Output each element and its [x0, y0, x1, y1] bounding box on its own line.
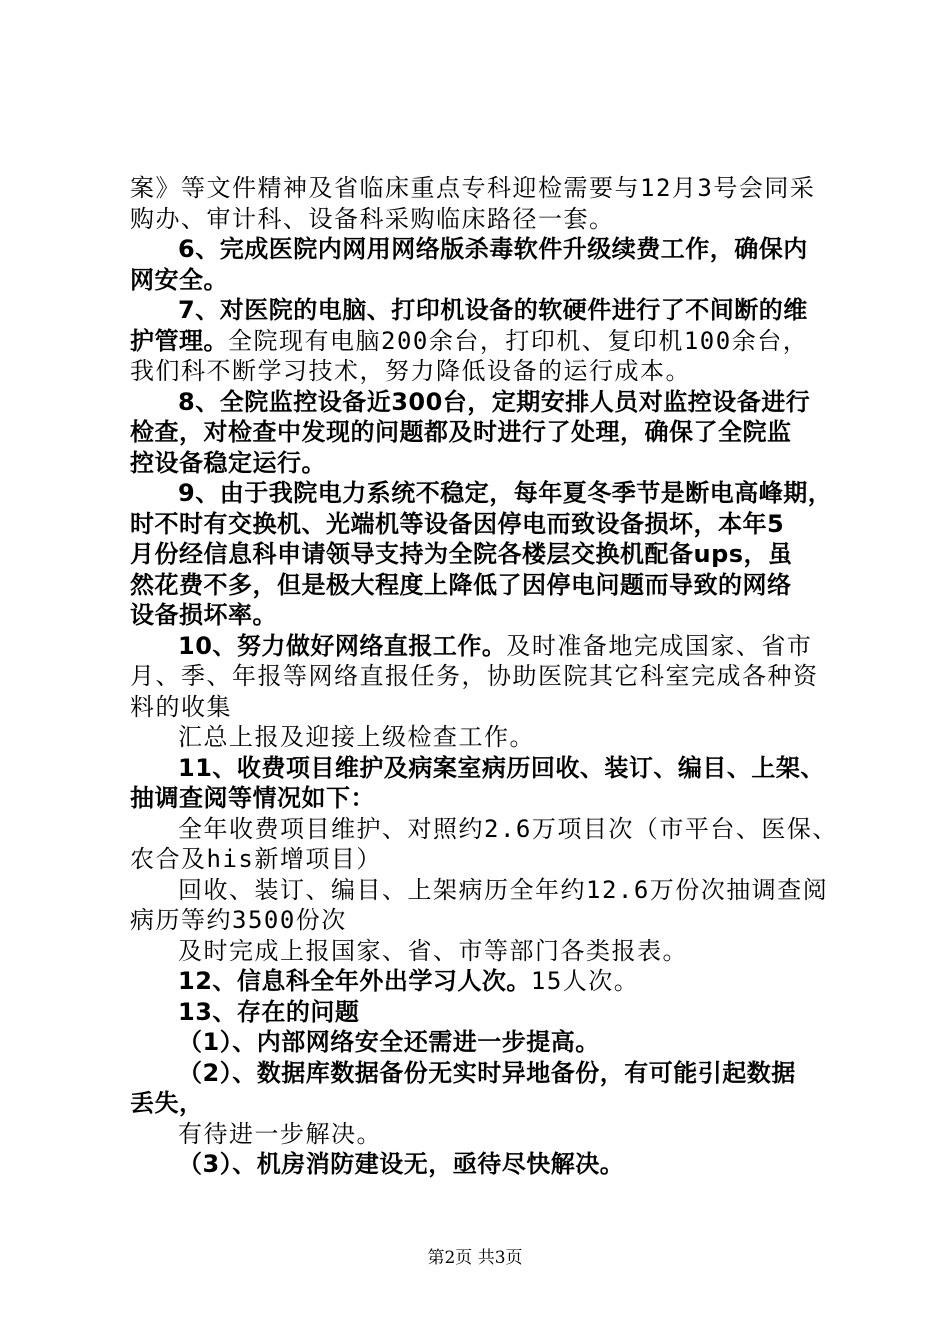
document-body: [130, 173, 850, 1180]
line-regular-segment: 全院现有电脑200余台，打印机、复印机100余台，: [228, 326, 809, 355]
paragraph-line: （3）、机房消防建设无，亟待尽快解决。: [178, 1150, 625, 1178]
paragraph-line: 月、季、年报等网络直报任务，协助医院其它科室完成各种资: [130, 662, 819, 690]
paragraph-line: 回收、装订、编目、上架病历全年约12.6万份次抽调查阅: [178, 875, 829, 904]
paragraph-line: 设备损坏率。: [130, 601, 277, 629]
paragraph-line: （1）、内部网络安全还需进一步提高。: [178, 1028, 600, 1056]
paragraph-line: 病历等约3500份次: [130, 906, 347, 934]
paragraph-line: （2）、数据库数据备份无实时异地备份，有可能引起数据: [178, 1058, 796, 1087]
paragraph-line: 抽调查阅等情况如下：: [130, 784, 375, 812]
paragraph-line: 农合及his新增项目）: [130, 845, 382, 873]
paragraph-line: 13、存在的问题: [178, 997, 360, 1026]
paragraph-line: [130, 966, 850, 997]
page-footer: 第2页 共3页: [427, 1248, 523, 1268]
line-regular-segment: 及时准备地完成国家、省市: [506, 631, 813, 660]
paragraph-line: 丢失，: [130, 1089, 204, 1117]
paragraph-line: [130, 326, 850, 357]
paragraph-line: 案》等文件精神及省临床重点专科迎检需要与12月3号会同采: [130, 174, 816, 202]
paragraph-line: 11、收费项目维护及病案室病历回收、装订、编目、上架、: [178, 753, 825, 782]
paragraph-line: 然花费不多，但是极大程度上降低了因停电问题而导致的网络: [130, 570, 792, 599]
line-bold-segment: 护管理。: [130, 326, 228, 355]
paragraph-line: 9、由于我院电力系统不稳定，每年夏冬季节是断电高峰期，: [178, 479, 833, 507]
paragraph-line: 及时完成上报国家、省、市等部门各类报表。: [178, 936, 688, 965]
paragraph-line: 月份经信息科申请领导支持为全院各楼层交换机配备ups，虽: [130, 540, 793, 568]
paragraph-line: 料的收集: [130, 692, 232, 721]
paragraph-line: 购办、审计科、设备科采购临床路径一套。: [130, 204, 615, 233]
line-regular-segment: 15人次。: [530, 967, 640, 995]
paragraph-line: 6、完成医院内网用网络版杀毒软件升级续费工作，确保内: [178, 235, 808, 263]
paragraph-line: 我们科不断学习技术，努力降低设备的运行成本。: [130, 357, 691, 385]
line-bold-segment: 10、努力做好网络直报工作。: [178, 631, 507, 660]
paragraph-line: 7、对医院的电脑、打印机设备的软硬件进行了不间断的维: [178, 296, 808, 324]
line-bold-segment: 12、信息科全年外出学习人次。: [178, 967, 531, 995]
paragraph-line: 汇总上报及迎接上级检查工作。: [178, 723, 535, 751]
paragraph-line: 时不时有交换机、光端机等设备因停电而致设备损坏，本年5: [130, 509, 785, 538]
paragraph-line: 网安全。: [130, 265, 228, 294]
paragraph-line: 8、全院监控设备近300台，定期安排人员对监控设备进行: [178, 387, 811, 416]
paragraph-line: 控设备稳定运行。: [130, 448, 326, 477]
paragraph-line: 有待进一步解决。: [178, 1119, 382, 1148]
paragraph-line: [130, 631, 850, 662]
paragraph-line: 检查，对检查中发现的问题都及时进行了处理，确保了全院监: [130, 418, 792, 446]
paragraph-line: 全年收费项目维护、对照约2.6万项目次（市平台、医保、: [178, 814, 838, 843]
